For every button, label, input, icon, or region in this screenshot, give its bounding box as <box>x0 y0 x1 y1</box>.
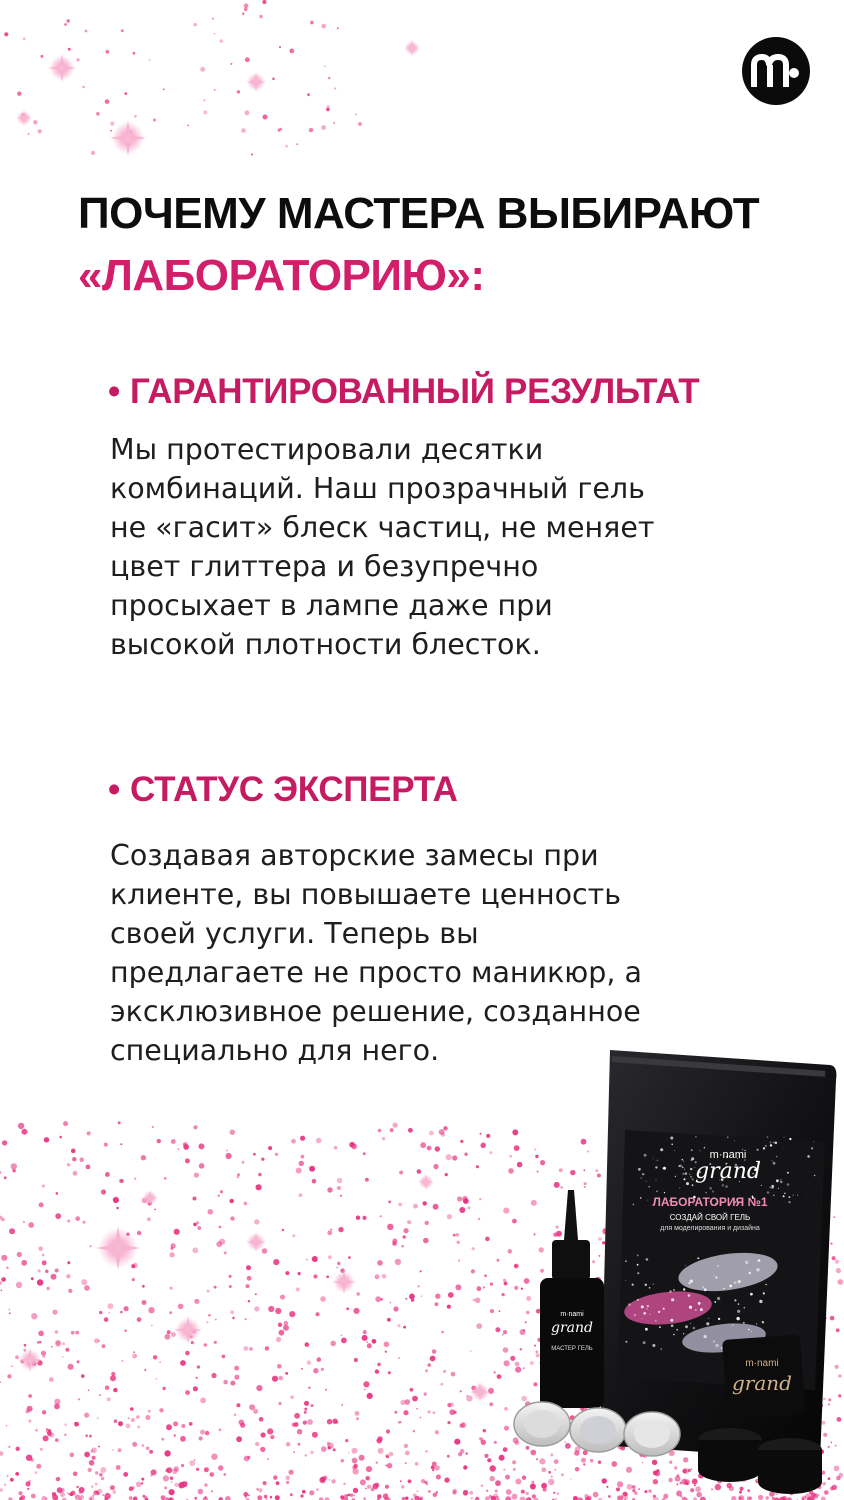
brand-logo <box>742 37 810 105</box>
sparkle-icon <box>16 110 32 126</box>
section-heading-text: СТАТУС ЭКСПЕРТА <box>129 770 458 809</box>
svg-text:m·nami: m·nami <box>560 1311 584 1318</box>
section-heading-expert-status <box>108 770 458 810</box>
sparkle-icon <box>142 1190 158 1206</box>
title-line-2: «ЛАБОРАТОРИЮ»: <box>78 251 485 300</box>
sparkle-icon <box>48 54 76 82</box>
sparkle-icon <box>246 72 266 92</box>
bullet: • <box>108 372 120 411</box>
sparkle-icon <box>110 120 146 156</box>
section-body-guaranteed-result: Мы протестировали десятки комбинаций. Наш прозрачный гель не «гасит» блеск частиц, не меняет цвет глиттера и безупречно просыхает в лампе даже при высокой плотности блесток. <box>110 433 655 661</box>
jar-brand: m·nami <box>745 1358 779 1369</box>
pouch-brand: m·nami <box>709 1149 747 1161</box>
sparkle-icon <box>174 1316 202 1344</box>
monami-logo-icon <box>750 51 802 91</box>
pouch-line: grand <box>695 1159 761 1184</box>
sparkle-icon <box>404 40 420 56</box>
section-heading-text: ГАРАНТИРОВАННЫЙ РЕЗУЛЬТАТ <box>129 372 700 411</box>
page-title <box>78 183 798 307</box>
sparkle-icon <box>470 1382 490 1402</box>
product-image <box>490 1040 844 1500</box>
section-heading-guaranteed-result <box>108 372 699 412</box>
title-line-1: ПОЧЕМУ МАСТЕРА ВЫБИРАЮТ <box>78 189 760 238</box>
pouch-subtitle: СОЗДАЙ СВОЙ ГЕЛЬ <box>669 1213 751 1222</box>
sparkle-icon <box>418 1174 434 1190</box>
gel-bottle <box>540 1190 604 1408</box>
jar-box <box>722 1335 805 1420</box>
sparkle-icon <box>18 1348 42 1372</box>
bullet: • <box>108 770 120 809</box>
sparkle-icon <box>332 1270 356 1294</box>
section-body-expert-status: Создавая авторские замесы при клиенте, вы повышаете ценность своей услуги. Теперь вы предлагаете не просто маникюр, а эксклюзивное решение, созданное специально для него. <box>110 839 642 1067</box>
jar-line: grand <box>732 1371 792 1395</box>
pouch-title: ЛАБОРАТОРИЯ №1 <box>652 1195 768 1209</box>
svg-text:grand: grand <box>551 1320 593 1336</box>
bottle-label: МАСТЕР ГЕЛЬ <box>551 1346 593 1352</box>
pouch-caption: для моделирования и дизайна <box>660 1225 760 1232</box>
